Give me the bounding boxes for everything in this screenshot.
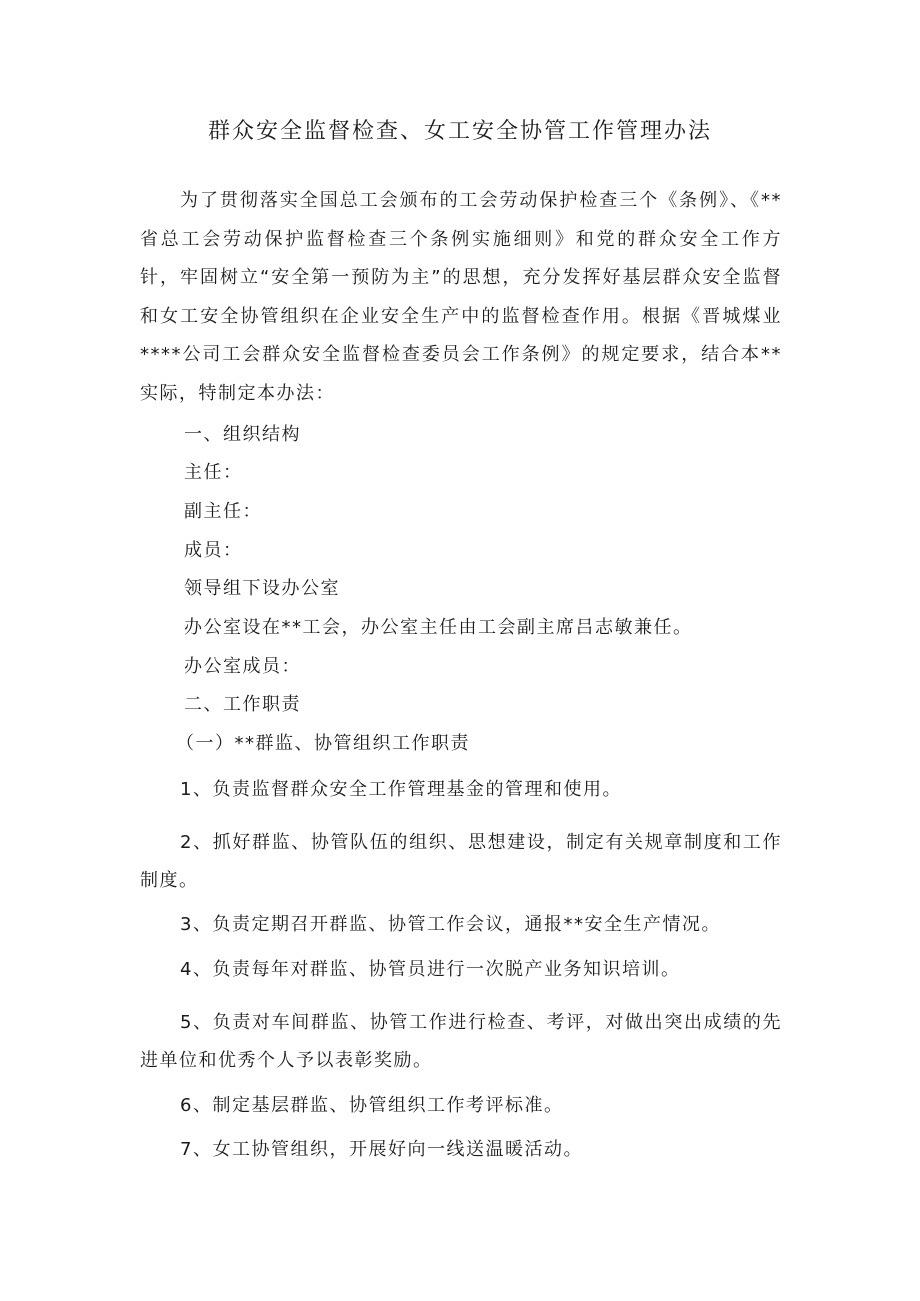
- director-label: 主任：: [184, 462, 243, 483]
- section-heading-organization: 一、组织结构: [184, 424, 301, 445]
- office-members-label: 办公室成员：: [184, 656, 301, 677]
- duty-item-1: 1、负责监督群众安全工作管理基金的管理和使用。: [180, 779, 622, 800]
- deputy-director-label: 副主任：: [184, 501, 262, 522]
- duty-item-5: 5、负责对车间群监、协管工作进行检查、考评，对做出突出成绩的先进单位和优秀个人予以表彰奖励。: [140, 1012, 782, 1071]
- intro-paragraph: 为了贯彻落实全国总工会颁布的工会劳动保护检查三个《条例》、《**省总工会劳动保护监督检查三个条例实施细则》和党的群众安全工作方针，牢固树立“安全第一预防为主”的思想，充分发挥好基层群众安全监督和女工安全协管组织在企业安全生产中的监督检查作用。根据《晋城煤业****公司工会群众安全监督检查委员会工作条例》的规定要求，结合本**实际，特制定本办法：: [140, 190, 782, 404]
- subsection-heading: （一）**群监、协管组织工作职责: [176, 733, 470, 754]
- duty-item-6: 6、制定基层群监、协管组织工作考评标准。: [180, 1095, 564, 1116]
- document-title: 群众安全监督检查、女工安全协管工作管理办法: [207, 119, 712, 144]
- duty-item-3: 3、负责定期召开群监、协管工作会议，通报**安全生产情况。: [180, 914, 721, 935]
- section-heading-duties: 二、工作职责: [184, 694, 301, 715]
- office-setup-line: 领导组下设办公室: [184, 578, 340, 599]
- duty-item-2: 2、抓好群监、协管队伍的组织、思想建设，制定有关规章制度和工作制度。: [140, 832, 782, 891]
- duty-item-4: 4、负责每年对群监、协管员进行一次脱产业务知识培训。: [180, 959, 681, 980]
- members-label: 成员：: [184, 540, 243, 561]
- office-location-line: 办公室设在**工会，办公室主任由工会副主席吕志敏兼任。: [184, 617, 693, 638]
- duty-item-7: 7、女工协管组织，开展好向一线送温暖活动。: [180, 1139, 583, 1160]
